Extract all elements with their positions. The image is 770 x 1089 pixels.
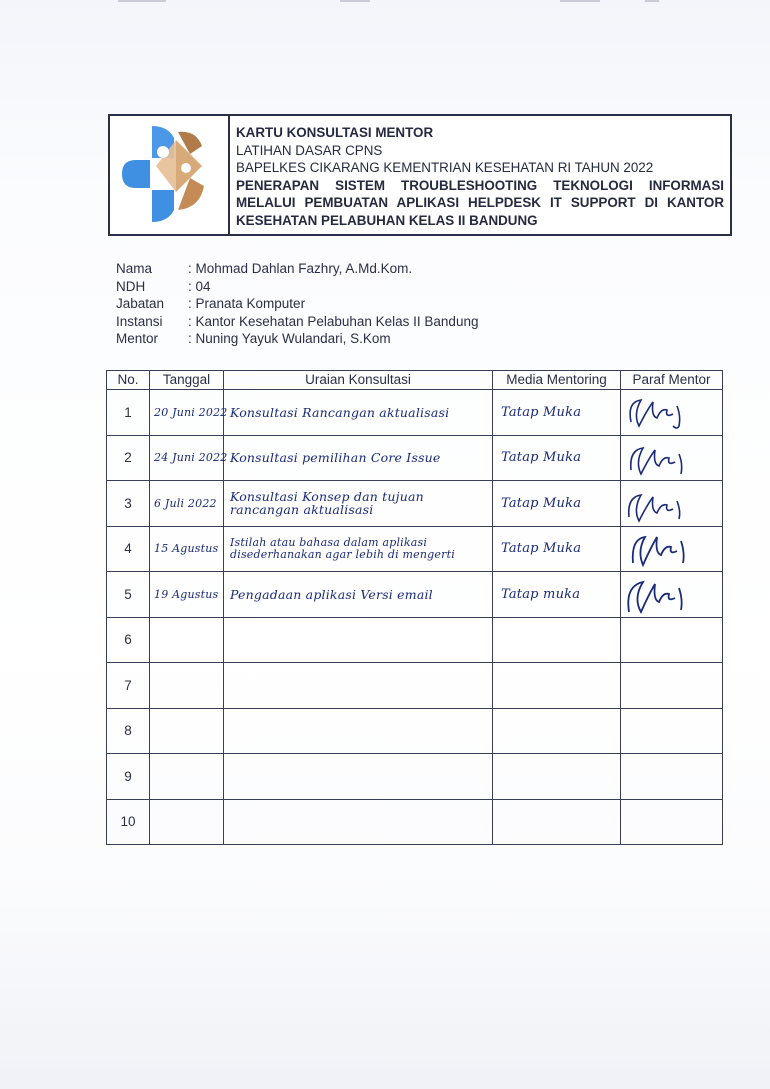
table-header-row [107,371,723,390]
row-date [150,663,224,709]
row-media: Tatap Muka [493,481,621,527]
row-media: Tatap Muka [493,390,621,436]
mentor-label: Mentor [116,331,159,346]
ndh-value: : 04 [188,278,211,294]
project-title-line-3: KESEHATAN PELABUHAN KELAS II BANDUNG [236,212,538,228]
card-header [108,114,732,236]
ndh-row [116,278,478,296]
col-header-paraf: Paraf Mentor [621,371,723,390]
row-description: Konsultasi Konsep dan tujuan rancangan aktualisasi [224,481,493,527]
row-description: Istilah atau bahasa dalam aplikasi disederhanakan agar lebih di mengerti [224,526,493,572]
col-header-uraian: Uraian Konsultasi [224,371,493,390]
kemenkes-logo-icon [116,122,220,226]
table-row [107,617,723,663]
row-description [224,708,493,754]
col-header-media: Media Mentoring [493,371,621,390]
row-date [150,708,224,754]
instansi-value: : Kantor Kesehatan Pelabuhan Kelas II Bandung [188,313,479,329]
mentor-signature-icon [623,529,713,569]
instansi-row [116,313,478,331]
row-number: 10 [107,799,150,845]
scan-bottom-shade [0,900,770,1089]
row-date [150,617,224,663]
row-signature [621,390,723,436]
row-date: 19 Agustus [150,572,224,618]
participant-identity [116,260,478,348]
row-number: 8 [107,708,150,754]
header-text-block [236,124,724,230]
table-row [107,799,723,845]
row-number: 2 [107,435,150,481]
table-row [107,481,723,527]
row-signature [621,799,723,845]
row-number: 3 [107,481,150,527]
row-signature [621,708,723,754]
table-row [107,572,723,618]
consultation-table-wrap [106,370,722,845]
col-header-no: No. [107,371,150,390]
mentor-signature-icon [623,392,713,432]
row-number: 7 [107,663,150,709]
row-media [493,617,621,663]
logo-cell [110,116,230,234]
row-media: Tatap Muka [493,435,621,481]
table-row [107,663,723,709]
card-title: KARTU KONSULTASI MENTOR [236,125,434,140]
institution-line: BAPELKES CIKARANG KEMENTRIAN KESEHATAN RI TAHUN 2022 [236,160,654,176]
mentor-signature-icon [623,438,713,478]
row-signature [621,435,723,481]
row-date: 20 Juni 2022 [150,390,224,436]
row-number: 1 [107,390,150,436]
row-date [150,799,224,845]
table-row [107,435,723,481]
nama-label: Nama [116,261,153,276]
mentor-value: : Nuning Yayuk Wulandari, S.Kom [188,331,391,346]
training-name: LATIHAN DASAR CPNS [236,142,383,158]
ndh-label: NDH [116,278,146,294]
row-signature [621,754,723,800]
row-date: 6 Juli 2022 [150,481,224,527]
consultation-table [106,370,723,845]
nama-value: : Mohmad Dahlan Fazhry, A.Md.Kom. [188,261,413,276]
row-description [224,617,493,663]
row-date: 15 Agustus [150,526,224,572]
row-signature [621,481,723,527]
project-title-line-1: PENERAPAN SISTEM TROUBLESHOOTING TEKNOLOGI INFORMASI [236,177,724,193]
row-description [224,663,493,709]
row-signature [621,526,723,572]
row-media: Tatap Muka [493,526,621,572]
row-description [224,799,493,845]
mentor-signature-icon [623,483,713,523]
row-media [493,754,621,800]
row-date: 24 Juni 2022 [150,435,224,481]
col-header-tanggal: Tanggal [150,371,224,390]
row-signature [621,572,723,618]
row-media [493,708,621,754]
jabatan-row [116,295,478,313]
row-description: Pengadaan aplikasi Versi email [224,572,493,618]
row-media [493,663,621,709]
row-description: Konsultasi Rancangan aktualisasi [224,390,493,436]
project-title-line-2: MELALUI PEMBUATAN APLIKASI HELPDESK IT SUPPORT DI KANTOR [236,195,724,211]
table-row [107,526,723,572]
mentor-row [116,330,478,348]
row-date [150,754,224,800]
row-number: 9 [107,754,150,800]
table-row [107,708,723,754]
jabatan-label: Jabatan [116,296,165,311]
row-media [493,799,621,845]
row-number: 6 [107,617,150,663]
row-signature [621,663,723,709]
mentor-signature-icon [623,574,713,614]
row-description [224,754,493,800]
row-number: 4 [107,526,150,572]
scan-edge-marks [0,0,770,4]
nama-row [116,260,478,278]
row-media: Tatap muka [493,572,621,618]
row-number: 5 [107,572,150,618]
jabatan-value: : Pranata Komputer [188,296,306,311]
row-signature [621,617,723,663]
table-row [107,754,723,800]
table-row [107,390,723,436]
row-description: Konsultasi pemilihan Core Issue [224,435,493,481]
instansi-label: Instansi [116,313,163,329]
